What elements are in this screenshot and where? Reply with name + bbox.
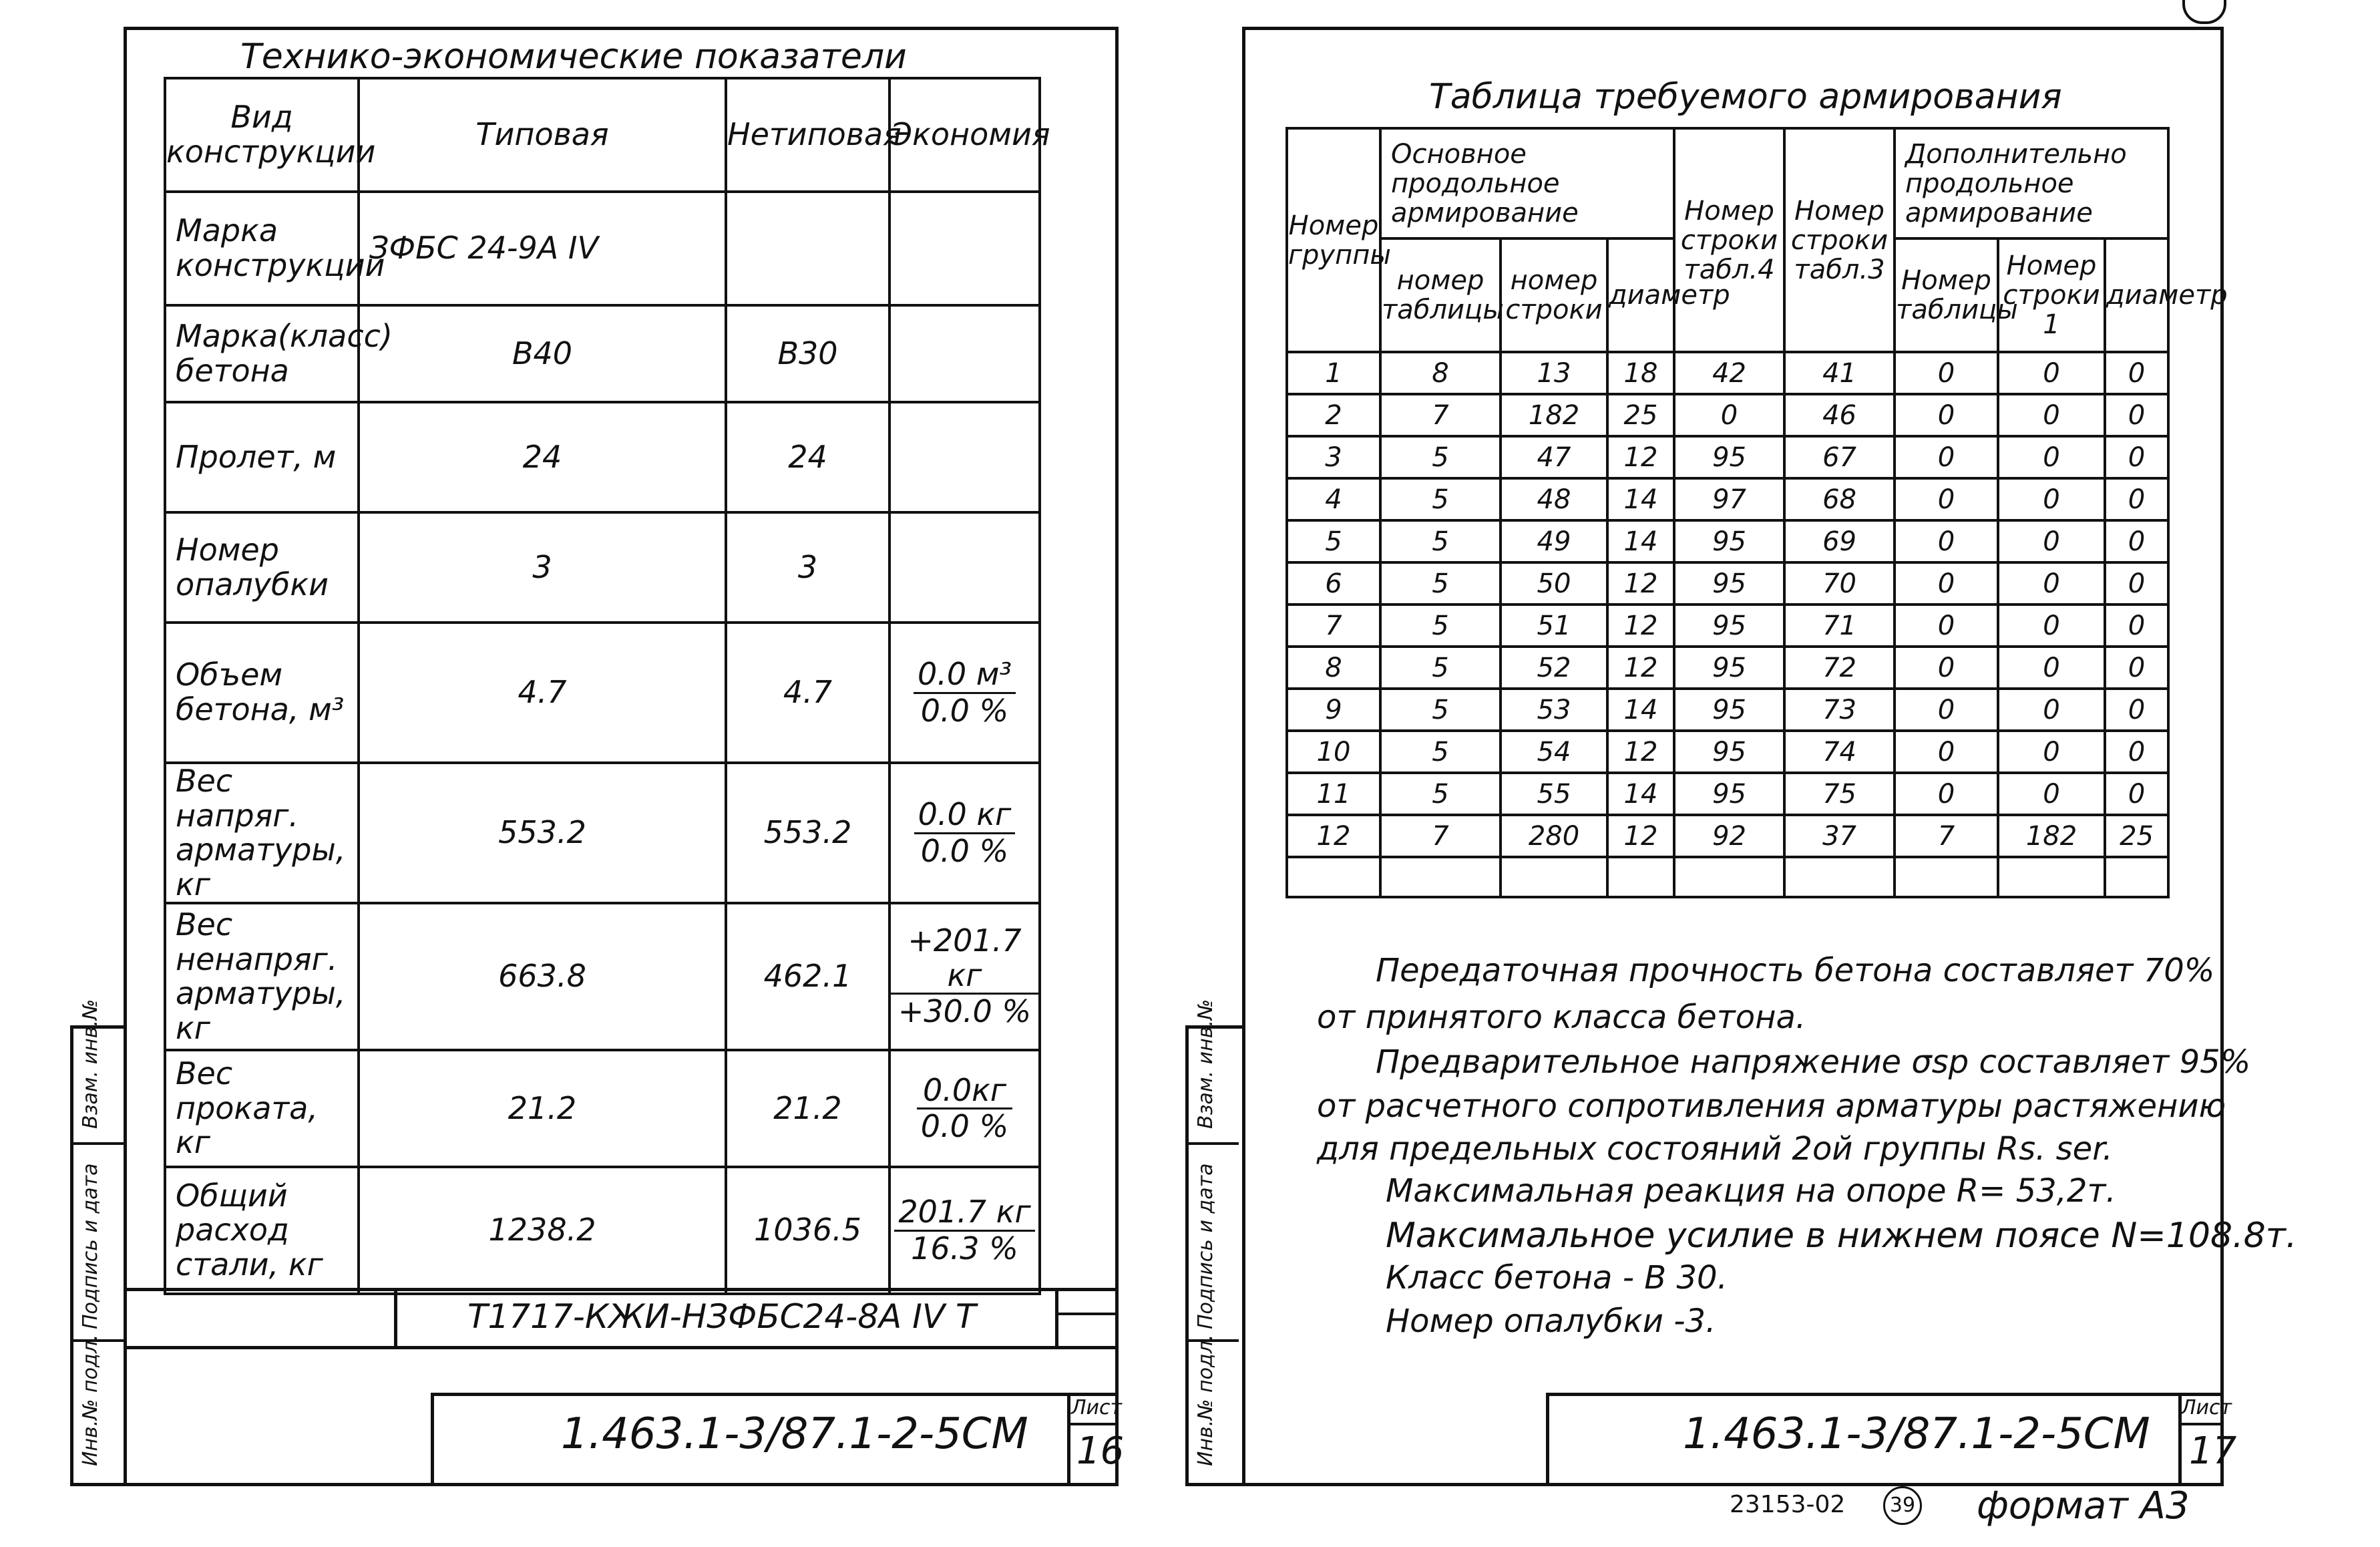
typical-value: 1238.2	[359, 1167, 726, 1294]
economy-value	[889, 305, 1040, 402]
cell-main-row: 280	[1501, 815, 1607, 857]
cell-main-row: 53	[1501, 689, 1607, 731]
cell-add-table: 0	[1895, 394, 1998, 436]
cell-main-row: 49	[1501, 520, 1607, 562]
cell-main-table: 7	[1380, 815, 1501, 857]
subheader-add-row-number: Номер строки 1	[1998, 238, 2105, 352]
cell-row-table4: 95	[1674, 436, 1784, 478]
economy-value	[889, 1050, 1040, 1167]
table-row	[165, 1167, 1040, 1294]
table-row	[1287, 647, 2168, 689]
right-top-corner-mark	[2182, 0, 2226, 24]
note-line: Максимальная реакция на опоре R= 53,2т.	[1386, 1172, 2116, 1210]
cell-main-row: 48	[1501, 478, 1607, 520]
cell-add-diameter: 0	[2105, 394, 2168, 436]
cell-row-table4: 95	[1674, 562, 1784, 605]
cell-add-diameter: 0	[2105, 773, 2168, 815]
economy-denominator: 0.0 %	[920, 1108, 1009, 1145]
cell-main-table: 5	[1380, 689, 1501, 731]
cell-add-row: 0	[1998, 647, 2105, 689]
cell-add-table: 0	[1895, 436, 1998, 478]
cell-main-diameter: 25	[1607, 394, 1674, 436]
cell-main-diameter: 14	[1607, 689, 1674, 731]
cell-add-table: 0	[1895, 605, 1998, 647]
cell-main-diameter: 12	[1607, 562, 1674, 605]
header-typical: Типовая	[359, 78, 726, 192]
table-row	[165, 305, 1040, 402]
cell-add-row: 0	[1998, 520, 2105, 562]
typical-value: 4.7	[359, 623, 726, 763]
cell-row-table4: 95	[1674, 773, 1784, 815]
cell-main-row: 55	[1501, 773, 1607, 815]
economy-denominator: 0.0 %	[920, 692, 1009, 729]
cell-main-diameter: 12	[1607, 605, 1674, 647]
row-label: Вес проката, кг	[165, 1050, 359, 1167]
reinforcement-header-row	[1287, 128, 2168, 238]
economy-value	[889, 402, 1040, 512]
economy-denominator: 16.3 %	[911, 1230, 1018, 1266]
cell-row-table4: 95	[1674, 647, 1784, 689]
footer-circle-text: 39	[1889, 1494, 1916, 1517]
cell-group: 5	[1287, 520, 1380, 562]
left-sheet-label-divider	[1067, 1423, 1119, 1425]
indicators-header-row	[165, 78, 1040, 192]
cell-row-table3: 75	[1784, 773, 1895, 815]
table-row	[1287, 773, 2168, 815]
cell-add-table: 0	[1895, 731, 1998, 773]
cell-row-table3: 72	[1784, 647, 1895, 689]
left-caption-divider	[1055, 1313, 1119, 1315]
cell-add-diameter: 0	[2105, 689, 2168, 731]
cell-add-table: 0	[1895, 647, 1998, 689]
economy-numerator: +201.7 кг	[891, 924, 1038, 995]
cell-add-table: 0	[1895, 520, 1998, 562]
row-label: Номер опалубки	[165, 512, 359, 623]
economy-value	[889, 192, 1040, 305]
cell-add-row: 0	[1998, 562, 2105, 605]
cell-add-diameter: 0	[2105, 352, 2168, 394]
right-side-label-replace: Взам. инв.№	[1194, 999, 1217, 1129]
footer-archive-number: 23153-02	[1730, 1491, 1846, 1518]
table-row	[165, 623, 1040, 763]
left-sheet-label: Лист	[1071, 1396, 1123, 1419]
cell-add-diameter: 0	[2105, 436, 2168, 478]
cell-group: 7	[1287, 605, 1380, 647]
cell-row-table4: 0	[1674, 394, 1784, 436]
header-row-table3: Номер строки табл.3	[1784, 128, 1895, 352]
table-row	[165, 192, 1040, 305]
cell-group: 2	[1287, 394, 1380, 436]
row-label: Объем бетона, м³	[165, 623, 359, 763]
cell-add-row: 0	[1998, 478, 2105, 520]
cell-add-table: 0	[1895, 773, 1998, 815]
table-row	[1287, 436, 2168, 478]
cell-add-row: 0	[1998, 436, 2105, 478]
cell-row-table4: 95	[1674, 731, 1784, 773]
note-line: Максимальное усилие в нижнем поясе N=108.8т.	[1386, 1216, 2297, 1256]
cell-row-table3: 69	[1784, 520, 1895, 562]
cell-main-table: 5	[1380, 478, 1501, 520]
left-sheet-number: 16	[1076, 1429, 1125, 1473]
cell-main-diameter: 12	[1607, 436, 1674, 478]
subheader-add-diameter: диаметр	[2105, 238, 2168, 352]
cell-main-table: 5	[1380, 773, 1501, 815]
economy-numerator: 0.0 кг	[914, 798, 1016, 834]
cell-main-row: 54	[1501, 731, 1607, 773]
table-row	[165, 763, 1040, 903]
cell-add-table: 0	[1895, 689, 1998, 731]
row-label: Марка конструкции	[165, 192, 359, 305]
non-typical-value: 3	[726, 512, 889, 623]
typical-value: 553.2	[359, 763, 726, 903]
cell-add-row: 0	[1998, 605, 2105, 647]
economy-value	[889, 512, 1040, 623]
cell-add-row: 0	[1998, 773, 2105, 815]
header-additional-reinforcement: Дополнительно продольное армирование	[1895, 128, 2168, 238]
cell-add-diameter: 0	[2105, 520, 2168, 562]
cell-main-row: 182	[1501, 394, 1607, 436]
economy-value	[889, 623, 1040, 763]
header-group-number: Номер группы	[1287, 128, 1380, 352]
cell-group: 9	[1287, 689, 1380, 731]
non-typical-value	[726, 192, 889, 305]
typical-value: 3	[359, 512, 726, 623]
footer-circle-number	[1883, 1486, 1922, 1525]
cell-group: 10	[1287, 731, 1380, 773]
economy-numerator: 201.7 кг	[894, 1195, 1034, 1232]
cell-group: 8	[1287, 647, 1380, 689]
cell-main-diameter: 14	[1607, 520, 1674, 562]
cell-add-diameter: 0	[2105, 731, 2168, 773]
note-line: от принятого класса бетона.	[1317, 999, 1806, 1036]
header-row-table4: Номер строки табл.4	[1674, 128, 1784, 352]
non-typical-value: 4.7	[726, 623, 889, 763]
cell-row-table3: 37	[1784, 815, 1895, 857]
subheader-add-table-number: Номер таблицы	[1895, 238, 1998, 352]
table-row	[1287, 815, 2168, 857]
table-row	[1287, 520, 2168, 562]
economy-value	[889, 1167, 1040, 1294]
note-line: для предельных состояний 2ой группы Rs. ser.	[1317, 1130, 2113, 1168]
cell-add-row: 0	[1998, 689, 2105, 731]
non-typical-value: 553.2	[726, 763, 889, 903]
cell-add-table: 7	[1895, 815, 1998, 857]
row-label: Вес ненапряг. арматуры, кг	[165, 903, 359, 1050]
left-sheet-label-divider	[1067, 1393, 1070, 1486]
non-typical-value: 24	[726, 402, 889, 512]
table-row	[165, 1050, 1040, 1167]
header-non-typical: Нетиповая	[726, 78, 889, 192]
cell-main-row: 51	[1501, 605, 1607, 647]
cell-main-diameter: 14	[1607, 478, 1674, 520]
note-line: Передаточная прочность бетона составляет 70%	[1376, 952, 2215, 989]
subheader-row-number: номер строки	[1501, 238, 1607, 352]
header-construction-type: Вид конструкции	[165, 78, 359, 192]
table-row	[1287, 731, 2168, 773]
cell-main-table: 5	[1380, 731, 1501, 773]
reinforcement-table	[1285, 127, 2228, 898]
non-typical-value: 1036.5	[726, 1167, 889, 1294]
cell-add-row: 182	[1998, 815, 2105, 857]
cell-row-table3: 74	[1784, 731, 1895, 773]
cell-add-diameter: 25	[2105, 815, 2168, 857]
right-sheet-label: Лист	[2181, 1396, 2232, 1419]
cell-group: 4	[1287, 478, 1380, 520]
note-line: Класс бетона - В 30.	[1386, 1259, 1728, 1297]
cell-main-table: 5	[1380, 562, 1501, 605]
cell-add-row: 0	[1998, 394, 2105, 436]
economy-denominator: +30.0 %	[898, 993, 1032, 1030]
non-typical-value: 21.2	[726, 1050, 889, 1167]
right-binding-divider	[1185, 1142, 1239, 1145]
typical-value: 21.2	[359, 1050, 726, 1167]
right-side-label-inv: Инв.№ подл.	[1194, 1334, 1217, 1466]
cell-main-diameter: 14	[1607, 773, 1674, 815]
right-side-label-sign: Подпись и дата	[1194, 1163, 1217, 1329]
cell-add-diameter: 0	[2105, 562, 2168, 605]
cell-main-table: 5	[1380, 605, 1501, 647]
table-row	[1287, 562, 2168, 605]
cell-main-row: 50	[1501, 562, 1607, 605]
format-label: формат А3	[1977, 1484, 2190, 1528]
economy-numerator: 0.0 м³	[914, 657, 1016, 694]
cell-main-table: 5	[1380, 647, 1501, 689]
right-sheet-label-divider	[2178, 1423, 2224, 1425]
cell-row-table3: 70	[1784, 562, 1895, 605]
row-label: Вес напряг. арматуры, кг	[165, 763, 359, 903]
cell-group: 6	[1287, 562, 1380, 605]
economy-numerator: 0.0кг	[917, 1073, 1013, 1110]
typical-value: ЗФБС 24-9А IV	[359, 192, 726, 305]
table-row	[165, 402, 1040, 512]
right-document-code: 1.463.1-3/87.1-2-5СМ	[1683, 1409, 2150, 1459]
cell-group: 12	[1287, 815, 1380, 857]
cell-add-table: 0	[1895, 352, 1998, 394]
note-line: Номер опалубки -3.	[1386, 1303, 1716, 1340]
economy-denominator: 0.0 %	[920, 832, 1009, 869]
note-line: от расчетного сопротивления арматуры растяжению	[1317, 1087, 2226, 1125]
left-side-label-inv: Инв.№ подл.	[79, 1334, 102, 1466]
row-label: Общий расход стали, кг	[165, 1167, 359, 1294]
cell-row-table3: 67	[1784, 436, 1895, 478]
cell-row-table4: 95	[1674, 689, 1784, 731]
table-row	[1287, 394, 2168, 436]
row-label: Пролет, м	[165, 402, 359, 512]
table-row	[1287, 605, 2168, 647]
non-typical-value: 462.1	[726, 903, 889, 1050]
cell-main-table: 8	[1380, 352, 1501, 394]
left-side-label-replace: Взам. инв.№	[79, 999, 102, 1129]
cell-group: 1	[1287, 352, 1380, 394]
cell-row-table4: 95	[1674, 520, 1784, 562]
cell-add-row: 0	[1998, 731, 2105, 773]
cell-add-diameter: 0	[2105, 647, 2168, 689]
cell-main-row: 47	[1501, 436, 1607, 478]
cell-main-diameter: 12	[1607, 815, 1674, 857]
cell-main-table: 5	[1380, 436, 1501, 478]
left-caption-divider	[1055, 1288, 1058, 1349]
cell-add-table: 0	[1895, 562, 1998, 605]
indicators-table	[164, 77, 1050, 1295]
cell-row-table3: 68	[1784, 478, 1895, 520]
left-caption-divider	[394, 1288, 397, 1349]
cell-row-table4: 95	[1674, 605, 1784, 647]
cell-add-diameter: 0	[2105, 478, 2168, 520]
economy-value	[889, 763, 1040, 903]
cell-row-table3: 73	[1784, 689, 1895, 731]
left-drawing-caption: Т1717-КЖИ-НЗФБС24-8А IV Т	[467, 1297, 976, 1336]
left-table-title: Технико-экономические показатели	[240, 37, 907, 77]
cell-row-table4: 97	[1674, 478, 1784, 520]
economy-value	[889, 903, 1040, 1050]
cell-row-table3: 46	[1784, 394, 1895, 436]
subheader-table-number: номер таблицы	[1380, 238, 1501, 352]
cell-main-table: 7	[1380, 394, 1501, 436]
cell-group: 3	[1287, 436, 1380, 478]
cell-main-diameter: 18	[1607, 352, 1674, 394]
subheader-diameter: диаметр	[1607, 238, 1674, 352]
row-label: Марка(класс) бетона	[165, 305, 359, 402]
cell-main-row: 13	[1501, 352, 1607, 394]
typical-value: 24	[359, 402, 726, 512]
cell-add-row: 0	[1998, 352, 2105, 394]
cell-main-diameter: 12	[1607, 731, 1674, 773]
cell-row-table4: 92	[1674, 815, 1784, 857]
cell-main-table: 5	[1380, 520, 1501, 562]
cell-main-row: 52	[1501, 647, 1607, 689]
cell-row-table3: 71	[1784, 605, 1895, 647]
header-main-reinforcement: Основное продольное армирование	[1380, 128, 1674, 238]
right-table-title: Таблица требуемого армирования	[1429, 77, 2062, 117]
cell-main-diameter: 12	[1607, 647, 1674, 689]
cell-row-table4: 42	[1674, 352, 1784, 394]
table-row-empty	[1287, 857, 2168, 897]
reinforcement-body	[1287, 352, 2168, 857]
cell-row-table3: 41	[1784, 352, 1895, 394]
non-typical-value: В30	[726, 305, 889, 402]
note-line: Предварительное напряжение σsp составляет 95%	[1376, 1043, 2251, 1081]
cell-add-diameter: 0	[2105, 605, 2168, 647]
left-binding-divider	[70, 1142, 124, 1145]
table-row	[1287, 478, 2168, 520]
cell-group: 11	[1287, 773, 1380, 815]
left-side-label-sign: Подпись и дата	[79, 1163, 102, 1329]
table-row	[165, 512, 1040, 623]
left-document-code: 1.463.1-3/87.1-2-5СМ	[561, 1409, 1028, 1459]
cell-add-table: 0	[1895, 478, 1998, 520]
typical-value: 663.8	[359, 903, 726, 1050]
header-economy: Экономия	[889, 78, 1040, 192]
table-row	[165, 903, 1040, 1050]
table-row	[1287, 352, 2168, 394]
typical-value: В40	[359, 305, 726, 402]
right-sheet-number: 17	[2189, 1429, 2237, 1473]
table-row	[1287, 689, 2168, 731]
